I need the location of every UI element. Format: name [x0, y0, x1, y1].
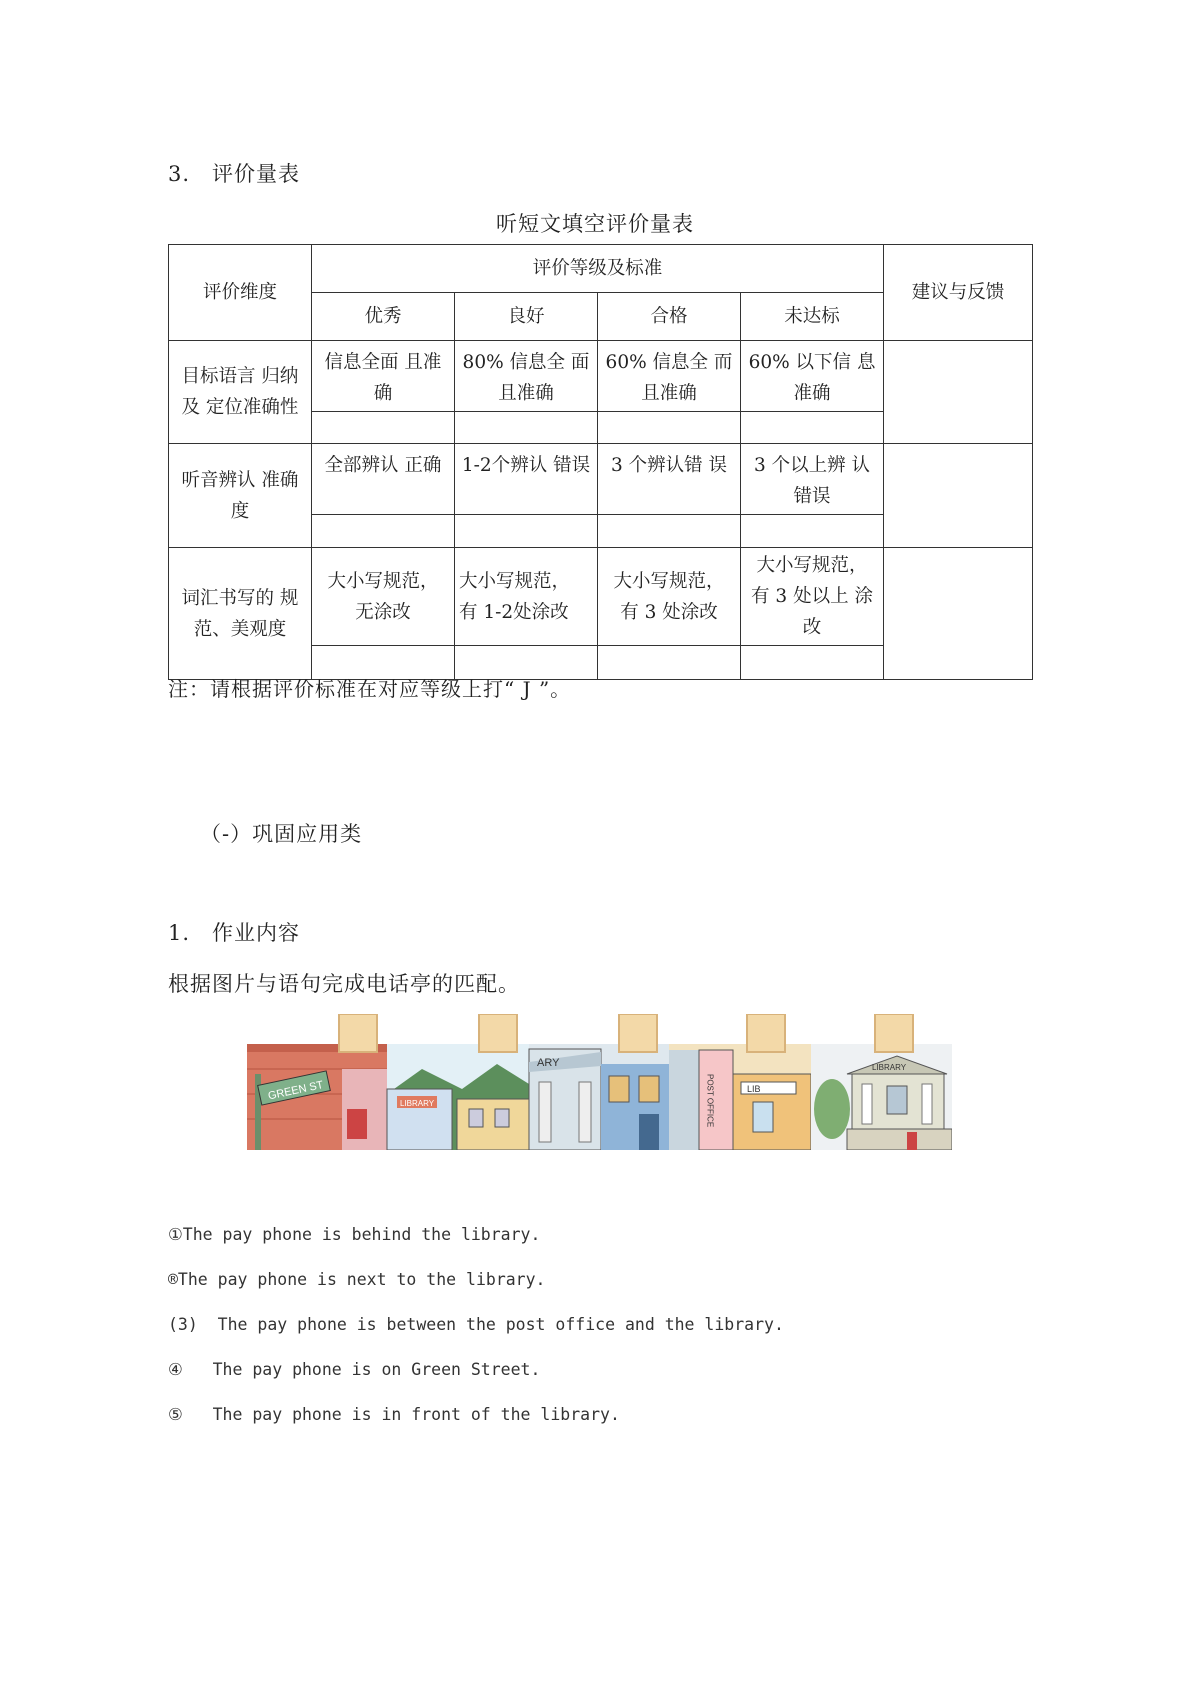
row-2-fail — [741, 444, 884, 515]
row-2-good-mark[interactable] — [455, 515, 598, 548]
street-panel-1 — [247, 1014, 387, 1150]
row-2-excellent-mark[interactable] — [312, 515, 455, 548]
section-two-heading: （-）巩固应用类 — [200, 822, 363, 846]
cell-line: 错误 — [793, 486, 831, 507]
table-note: 注：请根据评价标准在对应等级上打“ J ”。 — [168, 677, 572, 701]
row-2-excellent — [312, 444, 455, 515]
cell-line: 且准确 — [641, 383, 697, 404]
section-3-heading — [168, 158, 300, 188]
cell-line: 60% 信息全 而 — [605, 352, 733, 373]
cell-line: 大小写规范， — [613, 570, 725, 592]
section-1-number: 1. — [168, 921, 191, 945]
street-panel-2 — [387, 1014, 529, 1150]
street-panel-3 — [529, 1014, 669, 1150]
street-panel-5 — [811, 1014, 952, 1150]
answer-box-5[interactable] — [875, 1014, 913, 1052]
row-3-pass — [598, 548, 741, 646]
cell-line: 确 — [373, 383, 393, 404]
row-1-dimension-line: 及 定位准确性 — [181, 397, 299, 418]
sentence-4: ④ The pay phone is on Green Street. — [168, 1360, 541, 1379]
row-3-fail-mark[interactable] — [741, 646, 884, 680]
cell-line: 且准确 — [498, 383, 554, 404]
row-2-dimension-line: 度 — [230, 500, 250, 522]
header-levels-title: 评价等级及标准 — [312, 245, 884, 293]
section-1-title: 作业内容 — [212, 921, 300, 945]
cell-line: 有 3 处以上 涂 — [751, 586, 873, 607]
row-2-fail-mark[interactable] — [741, 515, 884, 548]
cell-line: 准确 — [793, 383, 831, 404]
header-dimension: 评价维度 — [169, 245, 312, 341]
cell-line: 60% 以下信 息 — [748, 352, 876, 373]
sentence-1: ①The pay phone is behind the library. — [168, 1225, 541, 1244]
cell-line: 3 个辨认错 误 — [610, 455, 728, 476]
street-panel-4 — [669, 1014, 811, 1150]
row-3-fail — [741, 548, 884, 646]
sign-library-small: LIBRARY — [400, 1099, 435, 1108]
section-3-title: 评价量表 — [212, 162, 300, 186]
row-1-pass — [598, 341, 741, 412]
sentence-5: ⑤ The pay phone is in front of the library. — [168, 1405, 620, 1424]
row-1-pass-mark[interactable] — [598, 412, 741, 444]
row-3-dimension — [169, 548, 312, 680]
cell-line: 80% 信息全 面 — [462, 352, 590, 373]
header-feedback: 建议与反馈 — [884, 245, 1033, 341]
sign-green-street: GREEN ST — [266, 1078, 325, 1103]
row-1-good-mark[interactable] — [455, 412, 598, 444]
cell-line: 有 3 处涂改 — [620, 601, 718, 623]
row-2-pass — [598, 444, 741, 515]
sign-post-office: POST OFFICE — [705, 1074, 715, 1128]
row-1-dimension-line: 目标语言 归纳 — [181, 366, 299, 387]
row-1-dimension — [169, 341, 312, 444]
instruction-text: 根据图片与语句完成电话亭的匹配。 — [168, 972, 520, 996]
sentence-2: ®The pay phone is next to the library. — [168, 1270, 546, 1289]
row-3-dimension-line: 范、美观度 — [193, 618, 287, 640]
row-1-fail-mark[interactable] — [741, 412, 884, 444]
answer-box-1[interactable] — [339, 1014, 377, 1052]
answer-box-3[interactable] — [619, 1014, 657, 1052]
cell-line: 改 — [802, 617, 822, 638]
row-2-dimension-line: 听音辨认 准确 — [181, 469, 299, 491]
row-3-good — [455, 548, 598, 646]
sign-library-large: LIBRARY — [872, 1063, 907, 1072]
cell-line: 大小写规范， — [756, 555, 868, 576]
row-3-pass-mark[interactable] — [598, 646, 741, 680]
cell-line: 全部辨认 正确 — [324, 455, 442, 476]
street-illustration — [247, 1014, 952, 1150]
cell-line: 无涂改 — [355, 601, 411, 623]
row-2-feedback[interactable] — [884, 444, 1033, 548]
sentence-3: (3) The pay phone is between the post office and the library. — [168, 1315, 784, 1334]
row-2-pass-mark[interactable] — [598, 515, 741, 548]
row-1-excellent-mark[interactable] — [312, 412, 455, 444]
row-1-good — [455, 341, 598, 412]
level-fail: 未达标 — [741, 293, 884, 341]
row-3-excellent — [312, 548, 455, 646]
cell-line: 有 1-2处涂改 — [459, 601, 569, 623]
sign-lib: LIB — [747, 1084, 761, 1094]
row-1-excellent — [312, 341, 455, 412]
cell-line: 大小写规范， — [459, 570, 571, 592]
section-1-heading — [168, 917, 300, 947]
row-2-dimension — [169, 444, 312, 548]
level-good: 良好 — [455, 293, 598, 341]
cell-line: 大小写规范， — [327, 570, 439, 592]
answer-box-2[interactable] — [479, 1014, 517, 1052]
cell-line: 1-2个辨认 错误 — [461, 455, 591, 476]
cell-line: 3 个以上辨 认 — [753, 455, 871, 476]
sign-ary: ARY — [537, 1057, 560, 1069]
rubric-table — [168, 244, 1033, 680]
row-1-fail — [741, 341, 884, 412]
level-excellent: 优秀 — [312, 293, 455, 341]
row-1-feedback[interactable] — [884, 341, 1033, 444]
row-3-dimension-line: 词汇书写的 规 — [181, 587, 299, 609]
section-3-number: 3. — [168, 162, 191, 186]
table-caption: 听短文填空评价量表 — [496, 212, 694, 236]
answer-box-4[interactable] — [747, 1014, 785, 1052]
level-pass: 合格 — [598, 293, 741, 341]
row-2-good — [455, 444, 598, 515]
cell-line: 信息全面 且准 — [324, 352, 442, 373]
row-3-feedback[interactable] — [884, 548, 1033, 680]
